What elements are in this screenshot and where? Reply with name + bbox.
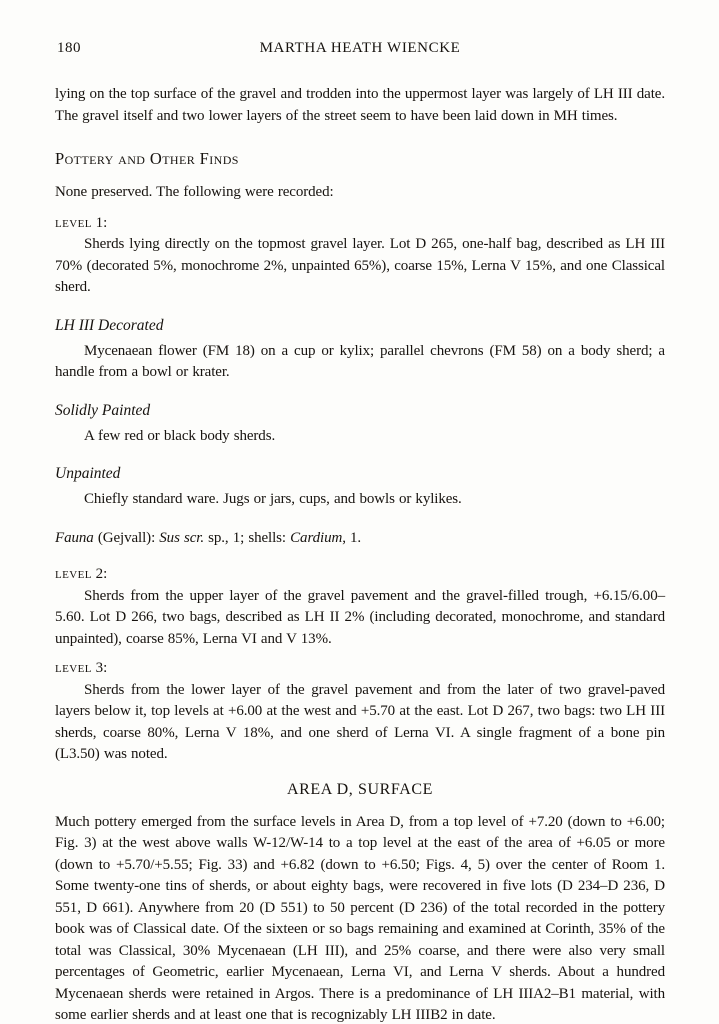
page-number: 180	[57, 40, 81, 56]
fauna-line	[55, 528, 665, 550]
level-1-label: level	[55, 214, 92, 231]
paragraph-area-d-surface: Much pottery emerged from the surface levels in Area D, from a top level of +7.20 (down to +6.00; Fig. 3) at the west above walls W-12/W-14 to a top level at the east of the area of +6.05 or more (down to +5.70/+5.55; Fig. 33) and +6.82 (down to +6.50; Figs. 4, 5) over the center of Room 1. Some twenty-one tins of sherds, or about eighty bags, were recovered in five lots (D 234–D 236, D 551, D 661). Anywhere from 20 (D 551) to 50 percent (D 236) of the total recorded in the pottery book was of Classical date. Of the sixteen or so bags remaining and examined at Corinth, 35% of the total was Classical, 30% Mycenaean (LH III), and 25% coarse, and there were also very small percentages of Geometric, earlier Mycenaean, Lerna VI, and Lerna V sherds. About a hundred Mycenaean sherds were retained in Argos. There is a predominance of LH IIIA2–B1 material, with some earlier sherds and at least one that is recognizably LH IIIB2 in date.	[55, 813, 665, 1023]
level-2-heading	[55, 564, 665, 586]
section-heading-pottery-and-other-finds: Pottery and Other Finds	[55, 149, 239, 168]
subsection-lh-iii-decorated	[55, 315, 665, 384]
fauna-text-3: , 1.	[342, 529, 362, 546]
level-2-text: Sherds from the upper layer of the gravel pavement and the gravel-filled trough, +6.15/6.00–5.60. Lot D 266, two bags, described as LH II 2% (including decorated, monochrome, and standard unpainted), coarse 85%, Lerna VI and V 13%.	[55, 587, 665, 647]
subsection-unpainted	[55, 463, 665, 511]
level-3-number: 3:	[95, 660, 108, 676]
subsection-heading-unpainted: Unpainted	[55, 465, 121, 482]
level-2-label: level	[55, 566, 92, 582]
subsection-text-lh-iii-decorated: Mycenaean flower (FM 18) on a cup or kylix; parallel chevrons (FM 58) on a body sherd; a handle from a bowl or krater.	[55, 342, 665, 380]
fauna-shell-italic: Cardium	[290, 529, 343, 546]
section-heading-area-d-surface: AREA D, SURFACE	[286, 780, 434, 798]
subsection-solidly-painted	[55, 400, 665, 448]
subsection-text-unpainted: Chiefly standard ware. Jugs or jars, cups, and bowls or kylikes.	[84, 491, 462, 507]
level-2-number: 2:	[95, 566, 108, 582]
fauna-text-2: sp., 1; shells:	[204, 529, 291, 546]
level-3-heading	[55, 658, 665, 680]
level-3-text: Sherds from the lower layer of the gravel pavement and from the later of two gravel-paved layers below it, top levels at +6.00 at the west and +5.70 at the east. Lot D 267, two bags: two LH III sherds, coarse 80%, Lerna V 18%, and one sherd of Lerna VI. A single fragment of a bone pin (L3.50) was noted.	[55, 681, 665, 762]
subsection-text-solidly-painted: A few red or black body sherds.	[84, 427, 276, 444]
fauna-label-italic: Fauna	[55, 529, 94, 546]
subsection-heading-lh-iii-decorated: LH III Decorated	[55, 316, 164, 334]
paragraph-none-preserved: None preserved. The following were recorded:	[55, 184, 334, 200]
level-1-number: 1:	[95, 214, 108, 231]
level-2-block	[55, 564, 665, 650]
fauna-species-italic: Sus scr.	[159, 529, 204, 546]
fauna-text: (Gejvall):	[93, 529, 160, 546]
level-1-heading	[55, 213, 665, 235]
level-1-text: Sherds lying directly on the topmost gravel layer. Lot D 265, one-half bag, described as LH III 70% (decorated 5%, monochrome 2%, unpainted 65%), coarse 15%, Lerna V 15%, and one Classical sherd.	[55, 236, 665, 295]
subsection-heading-solidly-painted: Solidly Painted	[55, 401, 151, 419]
level-3-label: level	[55, 660, 92, 676]
level-1-block	[55, 213, 665, 299]
running-head: MARTHA HEATH WIENCKE	[259, 40, 461, 56]
page-header	[55, 40, 665, 60]
paragraph-continuation: lying on the top surface of the gravel and trodden into the uppermost layer was largely of LH III date. The gravel itself and two lower layers of the street seem to have been laid down in MH times.	[55, 86, 665, 124]
level-3-block	[55, 658, 665, 766]
